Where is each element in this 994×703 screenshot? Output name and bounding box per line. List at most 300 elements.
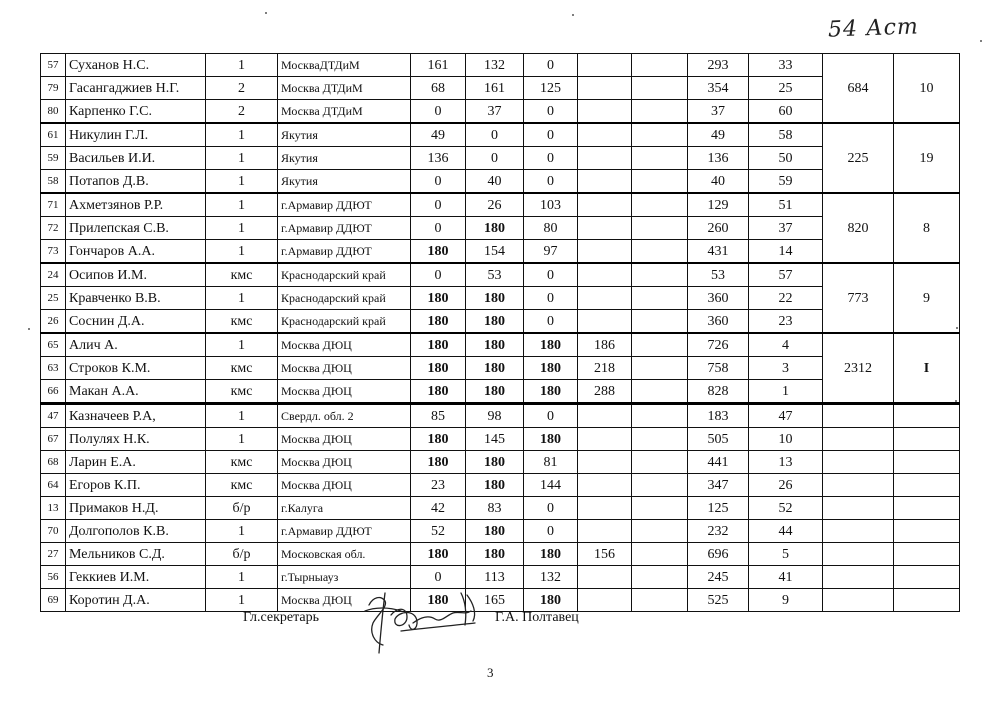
cell-number: 66: [41, 380, 66, 404]
cell-team-sum: [823, 589, 894, 612]
cell-score-5: [632, 77, 688, 100]
cell-place: 9: [749, 589, 823, 612]
cell-athlete-name: Соснин Д.А.: [66, 310, 206, 334]
cell-score-2: 180: [466, 380, 524, 404]
table-row: [41, 170, 960, 194]
cell-score-1: 0: [411, 170, 466, 194]
cell-place: 25: [749, 77, 823, 100]
cell-rank: б/р: [206, 497, 278, 520]
cell-score-3: 0: [524, 497, 578, 520]
cell-team: Краснодарский край: [278, 287, 411, 310]
cell-score-1: 0: [411, 193, 466, 217]
cell-number: 70: [41, 520, 66, 543]
cell-team: г.Калуга: [278, 497, 411, 520]
cell-score-2: 161: [466, 77, 524, 100]
cell-team: Москва ДЮЦ: [278, 357, 411, 380]
cell-rank: 1: [206, 520, 278, 543]
table-row: [41, 520, 960, 543]
cell-rank: 1: [206, 193, 278, 217]
cell-athlete-name: Кравченко В.В.: [66, 287, 206, 310]
cell-place: 33: [749, 54, 823, 77]
cell-team-sum: [823, 451, 894, 474]
cell-team-sum: [823, 474, 894, 497]
cell-score-5: [632, 333, 688, 357]
cell-place: 50: [749, 147, 823, 170]
table-row: [41, 287, 960, 310]
cell-score-2: 154: [466, 240, 524, 264]
cell-rank: 1: [206, 589, 278, 612]
table-row: [41, 404, 960, 428]
cell-score-3: 0: [524, 100, 578, 124]
cell-team-place: 8: [894, 193, 960, 263]
cell-rank: кмс: [206, 380, 278, 404]
scan-speck: [572, 14, 574, 16]
cell-athlete-name: Потапов Д.В.: [66, 170, 206, 194]
cell-score-1: 180: [411, 380, 466, 404]
cell-team-place: [894, 404, 960, 428]
cell-athlete-name: Примаков Н.Д.: [66, 497, 206, 520]
cell-score-4: 218: [578, 357, 632, 380]
cell-team: Московская обл.: [278, 543, 411, 566]
cell-score-5: [632, 263, 688, 287]
cell-number: 59: [41, 147, 66, 170]
cell-score-2: 180: [466, 543, 524, 566]
cell-score-2: 145: [466, 428, 524, 451]
cell-team: Москва ДЮЦ: [278, 474, 411, 497]
cell-team: г.Армавир ДДЮТ: [278, 217, 411, 240]
cell-score-5: [632, 123, 688, 147]
cell-rank: 2: [206, 100, 278, 124]
cell-score-1: 49: [411, 123, 466, 147]
cell-team-sum: [823, 428, 894, 451]
cell-athlete-name: Гончаров А.А.: [66, 240, 206, 264]
cell-athlete-name: Ларин Е.А.: [66, 451, 206, 474]
cell-score-5: [632, 54, 688, 77]
cell-number: 56: [41, 566, 66, 589]
cell-score-5: [632, 357, 688, 380]
cell-score-2: 180: [466, 451, 524, 474]
cell-score-5: [632, 217, 688, 240]
cell-number: 58: [41, 170, 66, 194]
cell-athlete-name: Карпенко Г.С.: [66, 100, 206, 124]
cell-team: г.Армавир ДДЮТ: [278, 193, 411, 217]
cell-score-5: [632, 543, 688, 566]
cell-score-3: 0: [524, 520, 578, 543]
cell-score-3: 97: [524, 240, 578, 264]
cell-score-3: 0: [524, 310, 578, 334]
cell-number: 80: [41, 100, 66, 124]
cell-score-4: [578, 123, 632, 147]
cell-score-3: 0: [524, 170, 578, 194]
table-row: [41, 193, 960, 217]
cell-place: 1: [749, 380, 823, 404]
cell-rank: 1: [206, 54, 278, 77]
cell-score-1: 180: [411, 543, 466, 566]
table-row: [41, 100, 960, 124]
cell-place: 10: [749, 428, 823, 451]
cell-total: 360: [688, 287, 749, 310]
cell-place: 41: [749, 566, 823, 589]
cell-score-3: 125: [524, 77, 578, 100]
cell-score-3: 144: [524, 474, 578, 497]
cell-score-4: [578, 217, 632, 240]
cell-rank: кмс: [206, 451, 278, 474]
cell-total: 136: [688, 147, 749, 170]
cell-score-1: 180: [411, 287, 466, 310]
cell-rank: 2: [206, 77, 278, 100]
cell-athlete-name: Суханов Н.С.: [66, 54, 206, 77]
cell-place: 14: [749, 240, 823, 264]
cell-score-5: [632, 170, 688, 194]
cell-athlete-name: Коротин Д.А.: [66, 589, 206, 612]
cell-number: 71: [41, 193, 66, 217]
cell-place: 59: [749, 170, 823, 194]
cell-score-4: [578, 170, 632, 194]
cell-place: 44: [749, 520, 823, 543]
cell-rank: 1: [206, 217, 278, 240]
cell-team: Москва ДЮЦ: [278, 428, 411, 451]
cell-score-1: 23: [411, 474, 466, 497]
cell-team-place: [894, 474, 960, 497]
cell-total: 347: [688, 474, 749, 497]
cell-athlete-name: Никулин Г.Л.: [66, 123, 206, 147]
cell-team: Якутия: [278, 170, 411, 194]
cell-team-place: [894, 497, 960, 520]
cell-score-5: [632, 497, 688, 520]
cell-team: г.Армавир ДДЮТ: [278, 240, 411, 264]
cell-number: 65: [41, 333, 66, 357]
cell-team: Москва ДЮЦ: [278, 333, 411, 357]
cell-score-1: 180: [411, 428, 466, 451]
cell-place: 60: [749, 100, 823, 124]
cell-place: 26: [749, 474, 823, 497]
cell-score-5: [632, 147, 688, 170]
secretary-label: Гл.секретарь: [243, 610, 320, 625]
table-row: [41, 357, 960, 380]
cell-total: 49: [688, 123, 749, 147]
table-row: [41, 123, 960, 147]
cell-score-3: 180: [524, 543, 578, 566]
signature-image: [355, 585, 495, 657]
cell-team-place: 10: [894, 54, 960, 124]
cell-score-4: [578, 566, 632, 589]
cell-number: 26: [41, 310, 66, 334]
cell-score-3: 0: [524, 147, 578, 170]
cell-team: Москва ДЮЦ: [278, 380, 411, 404]
cell-score-1: 180: [411, 240, 466, 264]
page-number: 3: [487, 665, 494, 680]
cell-number: 79: [41, 77, 66, 100]
cell-athlete-name: Егоров К.П.: [66, 474, 206, 497]
table-row: [41, 77, 960, 100]
cell-score-4: [578, 589, 632, 612]
table-row: [41, 333, 960, 357]
table-row: [41, 474, 960, 497]
cell-athlete-name: Мельников С.Д.: [66, 543, 206, 566]
table-row: [41, 566, 960, 589]
cell-athlete-name: Макан А.А.: [66, 380, 206, 404]
cell-athlete-name: Долгополов К.В.: [66, 520, 206, 543]
cell-rank: кмс: [206, 474, 278, 497]
cell-number: 68: [41, 451, 66, 474]
cell-score-1: 136: [411, 147, 466, 170]
cell-team: Москва ДТДиМ: [278, 77, 411, 100]
cell-score-5: [632, 520, 688, 543]
cell-score-1: 0: [411, 100, 466, 124]
cell-total: 37: [688, 100, 749, 124]
cell-score-2: 83: [466, 497, 524, 520]
cell-score-3: 103: [524, 193, 578, 217]
cell-score-1: 180: [411, 310, 466, 334]
cell-team: Свердл. обл. 2: [278, 404, 411, 428]
cell-team: МоскваДТДиМ: [278, 54, 411, 77]
cell-place: 57: [749, 263, 823, 287]
cell-score-4: [578, 474, 632, 497]
cell-team: г.Армавир ДДЮТ: [278, 520, 411, 543]
table-row: [41, 380, 960, 404]
cell-total: 129: [688, 193, 749, 217]
cell-team-sum: 2312: [823, 333, 894, 404]
cell-total: 53: [688, 263, 749, 287]
cell-total: 360: [688, 310, 749, 334]
cell-rank: 1: [206, 287, 278, 310]
table-row: [41, 310, 960, 334]
cell-score-2: 98: [466, 404, 524, 428]
cell-athlete-name: Казначеев Р.А,: [66, 404, 206, 428]
cell-score-4: 156: [578, 543, 632, 566]
cell-number: 27: [41, 543, 66, 566]
cell-rank: 1: [206, 123, 278, 147]
cell-score-4: [578, 77, 632, 100]
cell-total: 441: [688, 451, 749, 474]
table-row: [41, 589, 960, 612]
cell-number: 25: [41, 287, 66, 310]
cell-total: 232: [688, 520, 749, 543]
table-row: [41, 428, 960, 451]
scan-speck: [28, 328, 30, 330]
cell-total: 125: [688, 497, 749, 520]
cell-place: 3: [749, 357, 823, 380]
secretary-name: Г.А. Полтавец: [495, 610, 579, 625]
table-row: [41, 217, 960, 240]
cell-score-2: 53: [466, 263, 524, 287]
cell-score-2: 0: [466, 123, 524, 147]
cell-number: 24: [41, 263, 66, 287]
cell-score-3: 180: [524, 333, 578, 357]
cell-score-2: 26: [466, 193, 524, 217]
cell-score-5: [632, 310, 688, 334]
cell-total: 245: [688, 566, 749, 589]
cell-score-1: 85: [411, 404, 466, 428]
cell-score-2: 113: [466, 566, 524, 589]
cell-number: 13: [41, 497, 66, 520]
cell-score-2: 165: [466, 589, 524, 612]
cell-score-2: 132: [466, 54, 524, 77]
cell-athlete-name: Полулях Н.К.: [66, 428, 206, 451]
cell-rank: кмс: [206, 310, 278, 334]
cell-number: 61: [41, 123, 66, 147]
cell-place: 22: [749, 287, 823, 310]
cell-athlete-name: Осипов И.М.: [66, 263, 206, 287]
cell-score-1: 161: [411, 54, 466, 77]
cell-number: 67: [41, 428, 66, 451]
cell-score-2: 180: [466, 217, 524, 240]
cell-score-1: 0: [411, 263, 466, 287]
cell-score-4: [578, 147, 632, 170]
cell-rank: 1: [206, 428, 278, 451]
cell-score-3: 0: [524, 263, 578, 287]
cell-total: 758: [688, 357, 749, 380]
cell-rank: 1: [206, 404, 278, 428]
cell-total: 293: [688, 54, 749, 77]
cell-score-4: [578, 497, 632, 520]
cell-athlete-name: Васильев И.И.: [66, 147, 206, 170]
cell-score-4: [578, 428, 632, 451]
cell-score-2: 180: [466, 474, 524, 497]
cell-score-3: 132: [524, 566, 578, 589]
cell-score-4: [578, 287, 632, 310]
cell-team-place: I: [894, 333, 960, 404]
cell-score-4: [578, 404, 632, 428]
cell-rank: 1: [206, 170, 278, 194]
cell-athlete-name: Гасангаджиев Н.Г.: [66, 77, 206, 100]
cell-rank: кмс: [206, 263, 278, 287]
cell-place: 37: [749, 217, 823, 240]
cell-score-5: [632, 100, 688, 124]
cell-score-1: 180: [411, 451, 466, 474]
cell-total: 505: [688, 428, 749, 451]
cell-team-place: [894, 428, 960, 451]
cell-total: 726: [688, 333, 749, 357]
cell-athlete-name: Строков К.М.: [66, 357, 206, 380]
cell-place: 4: [749, 333, 823, 357]
cell-score-1: 180: [411, 357, 466, 380]
cell-score-2: 180: [466, 357, 524, 380]
cell-score-3: 180: [524, 589, 578, 612]
cell-score-1: 180: [411, 589, 466, 612]
cell-place: 47: [749, 404, 823, 428]
table-row: [41, 54, 960, 77]
cell-total: 525: [688, 589, 749, 612]
cell-score-1: 68: [411, 77, 466, 100]
cell-team-place: [894, 589, 960, 612]
cell-rank: 1: [206, 566, 278, 589]
cell-team: Москва ДЮЦ: [278, 589, 411, 612]
results-table: [40, 53, 960, 612]
cell-total: 431: [688, 240, 749, 264]
cell-total: 828: [688, 380, 749, 404]
cell-total: 354: [688, 77, 749, 100]
cell-score-3: 0: [524, 287, 578, 310]
cell-number: 57: [41, 54, 66, 77]
scan-speck: [980, 40, 982, 42]
cell-score-3: 180: [524, 357, 578, 380]
cell-score-2: 180: [466, 310, 524, 334]
cell-score-5: [632, 589, 688, 612]
cell-team-sum: 773: [823, 263, 894, 333]
cell-score-3: 80: [524, 217, 578, 240]
cell-rank: 1: [206, 240, 278, 264]
scan-speck: [265, 12, 267, 14]
cell-team: Якутия: [278, 147, 411, 170]
cell-team-sum: [823, 543, 894, 566]
cell-team-sum: [823, 497, 894, 520]
cell-score-1: 0: [411, 566, 466, 589]
cell-score-4: [578, 520, 632, 543]
cell-number: 69: [41, 589, 66, 612]
table-row: [41, 451, 960, 474]
cell-score-4: [578, 310, 632, 334]
cell-athlete-name: Геккиев И.М.: [66, 566, 206, 589]
cell-place: 58: [749, 123, 823, 147]
cell-score-4: [578, 240, 632, 264]
cell-place: 52: [749, 497, 823, 520]
cell-team: Москва ДТДиМ: [278, 100, 411, 124]
cell-score-2: 40: [466, 170, 524, 194]
cell-number: 73: [41, 240, 66, 264]
cell-score-3: 180: [524, 428, 578, 451]
cell-score-5: [632, 287, 688, 310]
cell-team-place: [894, 566, 960, 589]
cell-total: 40: [688, 170, 749, 194]
cell-total: 183: [688, 404, 749, 428]
table-row: [41, 240, 960, 264]
table-row: [41, 263, 960, 287]
cell-team-place: [894, 520, 960, 543]
cell-score-1: 42: [411, 497, 466, 520]
cell-number: 63: [41, 357, 66, 380]
cell-team-sum: [823, 566, 894, 589]
cell-score-5: [632, 474, 688, 497]
cell-place: 13: [749, 451, 823, 474]
results-table-body: [41, 54, 960, 612]
cell-score-4: [578, 54, 632, 77]
cell-score-4: [578, 100, 632, 124]
cell-team-sum: [823, 404, 894, 428]
cell-score-1: 52: [411, 520, 466, 543]
cell-total: 696: [688, 543, 749, 566]
cell-team-place: 9: [894, 263, 960, 333]
cell-athlete-name: Ахметзянов Р.Р.: [66, 193, 206, 217]
cell-team: г.Тырныауз: [278, 566, 411, 589]
cell-team: Москва ДЮЦ: [278, 451, 411, 474]
table-row: [41, 497, 960, 520]
table-row: [41, 543, 960, 566]
cell-score-5: [632, 193, 688, 217]
cell-team-sum: [823, 520, 894, 543]
cell-score-1: 180: [411, 333, 466, 357]
cell-number: 64: [41, 474, 66, 497]
cell-score-4: [578, 193, 632, 217]
cell-team-sum: 820: [823, 193, 894, 263]
cell-rank: кмс: [206, 357, 278, 380]
cell-athlete-name: Прилепская С.В.: [66, 217, 206, 240]
cell-rank: 1: [206, 333, 278, 357]
cell-team-place: [894, 451, 960, 474]
cell-score-4: 288: [578, 380, 632, 404]
cell-team: Якутия: [278, 123, 411, 147]
cell-team-sum: 684: [823, 54, 894, 124]
handwritten-corner-note: 54 Аст: [827, 14, 920, 43]
cell-team-place: 19: [894, 123, 960, 193]
cell-score-2: 180: [466, 520, 524, 543]
cell-athlete-name: Алич А.: [66, 333, 206, 357]
cell-team: Краснодарский край: [278, 263, 411, 287]
cell-rank: 1: [206, 147, 278, 170]
cell-place: 5: [749, 543, 823, 566]
cell-score-5: [632, 428, 688, 451]
cell-rank: б/р: [206, 543, 278, 566]
